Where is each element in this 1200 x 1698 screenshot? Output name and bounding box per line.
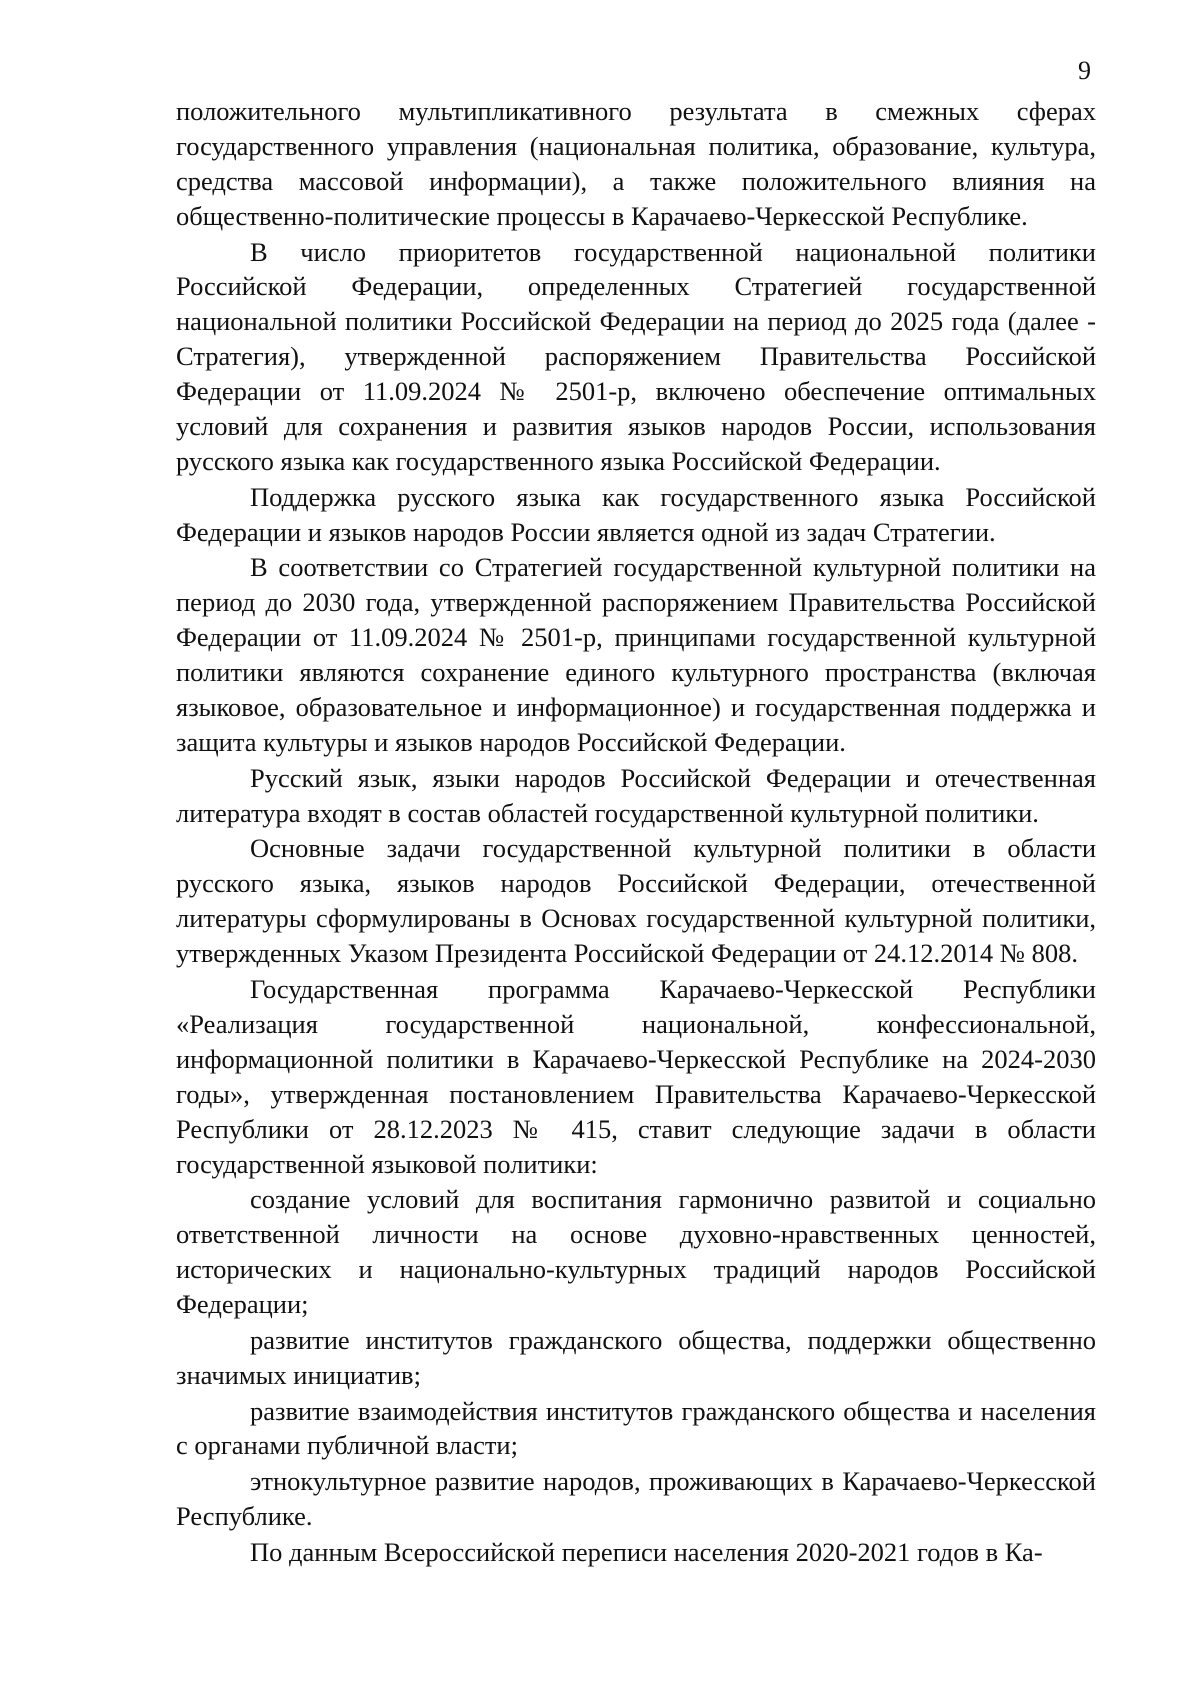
document-body [176,94,1096,1571]
paragraph-strategy-priorities: В число приоритетов государственной национальной политики Российской Федерации, определенных Стратегией государственной национальной политики Российской Федерации на период до 2025 года (далее - Стратегия), утвержденной распоряжением Правительства Российской Федерации от 11.09.2024 № 2501-р, включено обеспечение оптимальных условий для сохранения и развития языков народов России, использования русского языка как государственного языка Российской Федерации. [176,236,1096,476]
list-item: создание условий для воспитания гармонично развитой и социально ответственной личности на основе духовно-нравственных ценностей, исторических и национально-культурных традиций народов Российской Федерации; [176,1184,1096,1320]
list-item: этнокультурное развитие народов, проживающих в Карачаево-Черкесской Республике. [176,1466,1096,1532]
list-item: развитие институтов гражданского общества, поддержки общественно значимых инициатив; [176,1324,1096,1390]
paragraph-cultural-policy-areas: Русский язык, языки народов Российской Федерации и отечественная литература входят в состав областей государственной культурной политики. [176,762,1096,828]
paragraph-cultural-policy-strategy: В соответствии со Стратегией государственной культурной политики на период до 2030 года, утвержденной распоряжением Правительства Российской Федерации от 11.09.2024 № 2501-р, принципами государственной культурной политики являются сохранение единого культурного пространства (включая языковое, образовательное и информационное) и государственная поддержка и защита культуры и языков народов Российской Федерации. [176,552,1096,757]
paragraph-russian-language-support: Поддержка русского языка как государственного языка Российской Федерации и языков народов России является одной из задач Стратегии. [176,481,1096,547]
paragraph-state-program: Государственная программа Карачаево-Черкесской Республики «Реализация государственной национальной, конфессиональной, информационной политики в Карачаево-Черкесской Республике на 2024-2030 годы», утвержденная постановлением Правительства Карачаево-Черкесской Республики от 28.12.2023 № 415, ставит следующие задачи в области государственной языковой политики: [176,974,1096,1179]
paragraph-continuation: положительного мультипликативного результата в смежных сферах государственного управления (национальная политика, образование, культура, средства массовой информации), а также положительного влияния на общественно-политические процессы в Карачаево-Черкесской Республике. [176,96,1096,231]
paragraph-cultural-policy-tasks: Основные задачи государственной культурной политики в области русского языка, языков народов Российской Федерации, отечественной литературы сформулированы в Основах государственной культурной политики, утвержденных Указом Президента Российской Федерации от 24.12.2014 № 808. [176,833,1096,969]
list-item: развитие взаимодействия институтов гражданского общества и населения с органами публичной власти; [176,1395,1096,1461]
paragraph-census: По данным Всероссийской переписи населения 2020-2021 годов в Ка- [250,1536,1043,1567]
page-number: 9 [1078,56,1091,85]
